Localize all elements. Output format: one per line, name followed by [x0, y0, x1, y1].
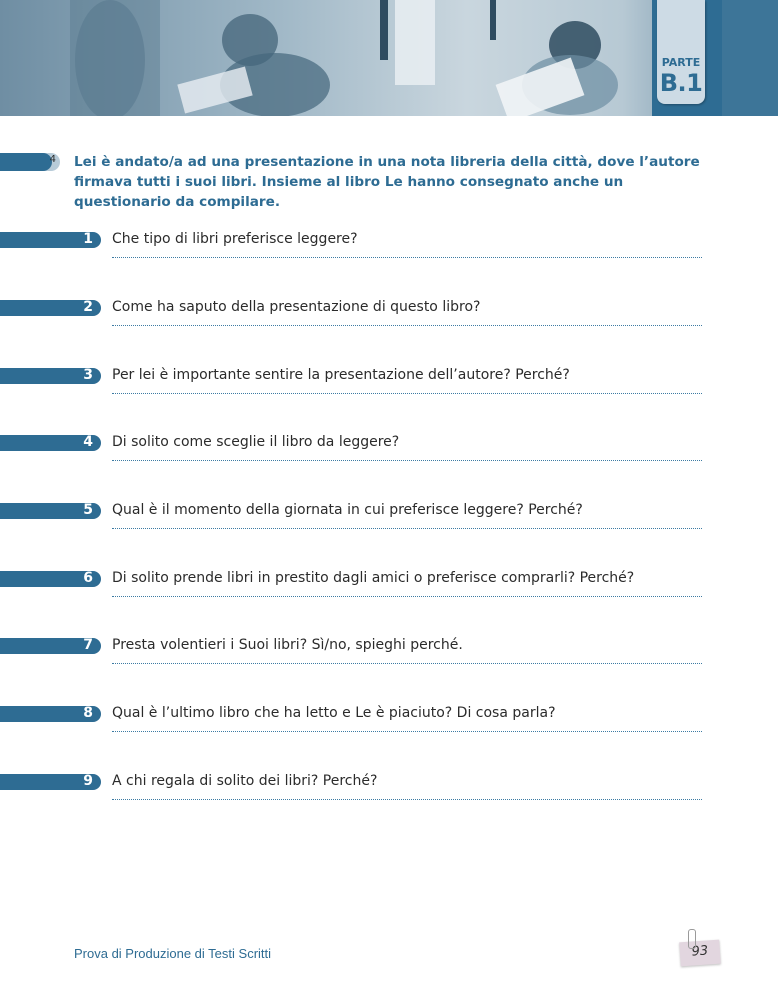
- intro-tab-bar: [0, 153, 52, 171]
- question-item: [0, 571, 778, 607]
- answer-line[interactable]: [112, 460, 702, 461]
- page-number-tag: [679, 940, 721, 967]
- page-number: 93: [691, 943, 709, 960]
- question-number: 4: [83, 434, 93, 450]
- question-text: Qual è l’ultimo libro che ha letto e Le è piaciuto? Di cosa parla?: [112, 705, 556, 721]
- part-number: B.1: [659, 69, 703, 97]
- answer-line[interactable]: [112, 528, 702, 529]
- answer-line[interactable]: [112, 325, 702, 326]
- question-item: [0, 774, 778, 810]
- question-item: [0, 435, 778, 471]
- question-item: [0, 368, 778, 404]
- question-number: 3: [83, 367, 93, 383]
- question-number: 8: [83, 705, 93, 721]
- question-text: Come ha saputo della presentazione di questo libro?: [112, 299, 481, 315]
- question-number: 7: [83, 637, 93, 653]
- answer-line[interactable]: [112, 393, 702, 394]
- part-badge: [657, 0, 705, 104]
- question-item: [0, 638, 778, 674]
- question-text: Di solito prende libri in prestito dagli amici o preferisce comprarli? Perché?: [112, 570, 635, 586]
- question-text: Presta volentieri i Suoi libri? Sì/no, spieghi perché.: [112, 637, 463, 653]
- question-number-pill: [0, 571, 101, 587]
- header-right-strip: [722, 0, 778, 116]
- answer-line[interactable]: [112, 799, 702, 800]
- paperclip-icon: [688, 929, 696, 949]
- question-number-pill: [0, 638, 101, 654]
- answer-line[interactable]: [112, 596, 702, 597]
- question-number: 9: [83, 773, 93, 789]
- question-text: Di solito come sceglie il libro da leggere?: [112, 434, 400, 450]
- part-label: PARTE: [661, 56, 701, 69]
- intro-instructions: Lei è andato/a ad una presentazione in una nota libreria della città, dove l’autore firmava tutti i suoi libri. Insieme al libro Le hanno consegnato anche un questionario da compilare.: [74, 154, 700, 210]
- question-item: [0, 706, 778, 742]
- question-number-pill: [0, 300, 101, 316]
- answer-line[interactable]: [112, 731, 702, 732]
- question-item: [0, 232, 778, 268]
- intro-number-tab: [12, 153, 60, 171]
- question-text: Qual è il momento della giornata in cui preferisce leggere? Perché?: [112, 502, 583, 518]
- answer-line[interactable]: [112, 257, 702, 258]
- question-number: 2: [83, 299, 93, 315]
- question-text: Per lei è importante sentire la presentazione dell’autore? Perché?: [112, 367, 570, 383]
- question-number-pill: [0, 503, 101, 519]
- question-item: [0, 503, 778, 539]
- question-number: 1: [83, 231, 93, 247]
- question-item: [0, 300, 778, 336]
- question-number-pill: [0, 232, 101, 248]
- question-number: 6: [83, 570, 93, 586]
- question-number-pill: [0, 774, 101, 790]
- question-number-pill: [0, 368, 101, 384]
- question-number-pill: [0, 706, 101, 722]
- question-text: Che tipo di libri preferisce leggere?: [112, 231, 358, 247]
- question-text: A chi regala di solito dei libri? Perché?: [112, 773, 378, 789]
- footer-title: Prova di Produzione di Testi Scritti: [74, 946, 272, 961]
- question-number-pill: [0, 435, 101, 451]
- answer-line[interactable]: [112, 663, 702, 664]
- intro-number: 4: [49, 154, 56, 165]
- question-number: 5: [83, 502, 93, 518]
